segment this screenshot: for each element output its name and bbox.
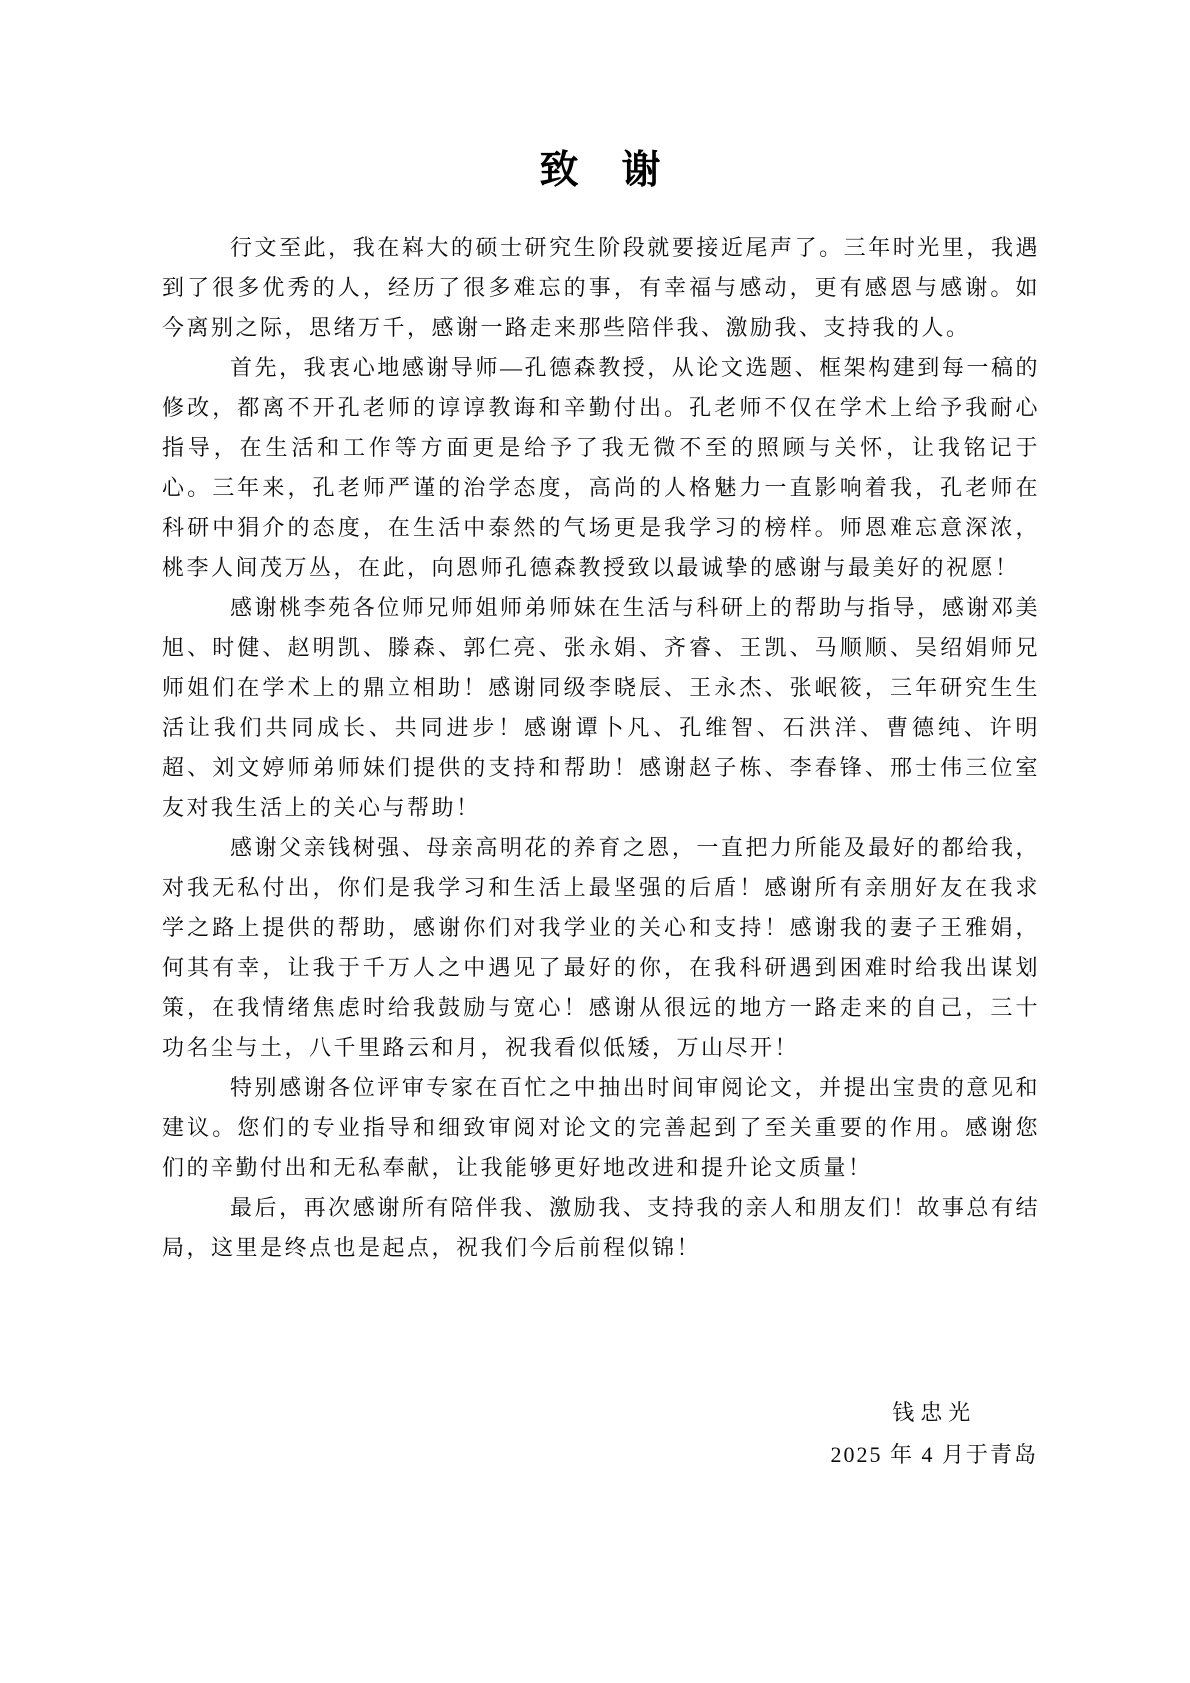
- signature-date: 2025 年 4 月于青岛: [830, 1442, 1038, 1467]
- paragraph-labmates-thanks: 感谢桃李苑各位师兄师姐师弟师妹在生活与科研上的帮助与指导，感谢邓美旭、时健、赵明凯、滕森、郭仁亮、张永娟、齐睿、王凯、马顺顺、吴绍娟师兄师姐们在学术上的鼎立相助！感谢同级李晓辰、王永杰、张岷筱，三年研究生生活让我们共同成长、共同进步！感谢谭卜凡、孔维智、石洪洋、曹德纯、许明超、刘文婷师弟师妹们提供的支持和帮助！感谢赵子栋、李春锋、邢士伟三位室友对我生活上的关心与帮助！: [162, 595, 1040, 820]
- paragraph-closing: 最后，再次感谢所有陪伴我、激励我、支持我的亲人和朋友们！故事总有结局，这里是终点也是起点，祝我们今后前程似锦！: [162, 1195, 1040, 1260]
- paragraph-reviewers-thanks: 特别感谢各位评审专家在百忙之中抽出时间审阅论文，并提出宝贵的意见和建议。您们的专业指导和细致审阅对论文的完善起到了至关重要的作用。感谢您们的辛勤付出和无私奉献，让我能够更好地改进和提升论文质量！: [162, 1075, 1040, 1180]
- paragraph-family-thanks: 感谢父亲钱树强、母亲高明花的养育之恩，一直把力所能及最好的都给我，对我无私付出，你们是我学习和生活上最坚强的后盾！感谢所有亲朋好友在我求学之路上提供的帮助，感谢你们对我学业的关心和支持！感谢我的妻子王雅娟，何其有幸，让我于千万人之中遇见了最好的你，在我科研遇到困难时给我出谋划策，在我情绪焦虑时给我鼓励与宽心！感谢从很远的地方一路走来的自己，三十功名尘与土，八千里路云和月，祝我看似低矮，万山尽开！: [162, 835, 1040, 1060]
- paragraph-advisor-thanks: 首先，我衷心地感谢导师—孔德森教授，从论文选题、框架构建到每一稿的修改，都离不开孔老师的谆谆教诲和辛勤付出。孔老师不仅在学术上给予我耐心指导，在生活和工作等方面更是给予了我无微不至的照顾与关怀，让我铭记于心。三年来，孔老师严谨的治学态度，高尚的人格魅力一直影响着我，孔老师在科研中狷介的态度，在生活中泰然的气场更是我学习的榜样。师恩难忘意深浓，桃李人间茂万丛，在此，向恩师孔德森教授致以最诚挚的感谢与最美好的祝愿！: [162, 355, 1040, 580]
- signature-name: 钱忠光: [892, 1400, 977, 1425]
- acknowledgment-body: [162, 228, 1040, 1268]
- paragraph-intro: 行文至此，我在嵙大的硕士研究生阶段就要接近尾声了。三年时光里，我遇到了很多优秀的人，经历了很多难忘的事，有幸福与感动，更有感恩与感谢。如今离别之际，思绪万千，感谢一路走来那些陪伴我、激励我、支持我的人。: [162, 235, 1040, 340]
- signature-block: [830, 1392, 1038, 1476]
- page-title: 致 谢: [539, 149, 663, 192]
